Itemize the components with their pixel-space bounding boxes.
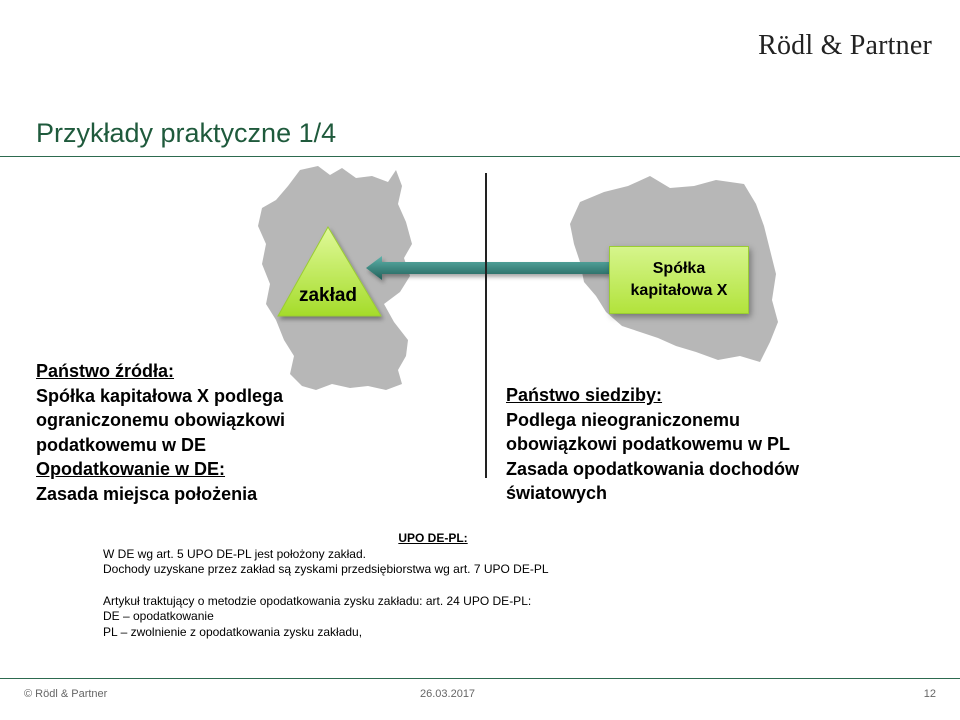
residence-state-line: Podlega nieograniczonemu: [506, 409, 741, 430]
upo-line: Artykuł traktujący o metodzie opodatkowania zysku zakładu: art. 24 UPO DE-PL:: [103, 593, 532, 608]
footer-date: 26.03.2017: [420, 688, 476, 700]
upo-line: PL – zwolnienie z opodatkowania zysku zakładu,: [103, 624, 363, 639]
company-logo: Rödl & Partner: [758, 30, 932, 61]
residence-state-heading: Państwo siedziby:: [506, 385, 663, 405]
source-state-line: ograniczonemu obowiązkowi: [36, 410, 286, 430]
source-state-heading: Państwo źródła:: [36, 361, 175, 381]
footer-divider: [0, 678, 960, 679]
company-box-line1: Spółka: [652, 260, 706, 277]
page-number: 12: [923, 688, 936, 700]
footer-copyright: © Rödl & Partner: [24, 688, 108, 700]
upo-notes: [103, 531, 823, 640]
residence-state-line: światowych: [506, 483, 608, 503]
residence-state-line: obowiązkowi podatkowemu w PL: [506, 434, 791, 454]
page-title: Przykłady praktyczne 1/4: [36, 118, 337, 148]
upo-line: DE – opodatkowanie: [103, 609, 214, 623]
source-state-line: Zasada miejsca położenia: [36, 483, 258, 504]
taxation-de-heading: Opodatkowanie w DE:: [36, 459, 226, 479]
country-divider: [485, 173, 487, 478]
upo-line: Dochody uzyskane przez zakład są zyskami przedsiębiorstwa wg art. 7 UPO DE-PL: [103, 562, 549, 576]
upo-line: W DE wg art. 5 UPO DE-PL jest położony zakład.: [103, 546, 366, 561]
upo-heading: UPO DE-PL:: [398, 531, 468, 545]
residence-state-line: Zasada opodatkowania dochodów: [506, 458, 800, 479]
company-box-line2: kapitałowa X: [630, 282, 728, 299]
source-state-line: Spółka kapitałowa X podlega: [36, 385, 284, 406]
establishment-label: zakład: [298, 285, 358, 306]
residence-state-block: [506, 383, 906, 506]
source-state-block: [36, 359, 436, 506]
source-state-line: podatkowemu w DE: [36, 434, 207, 455]
company-box: [609, 246, 749, 314]
